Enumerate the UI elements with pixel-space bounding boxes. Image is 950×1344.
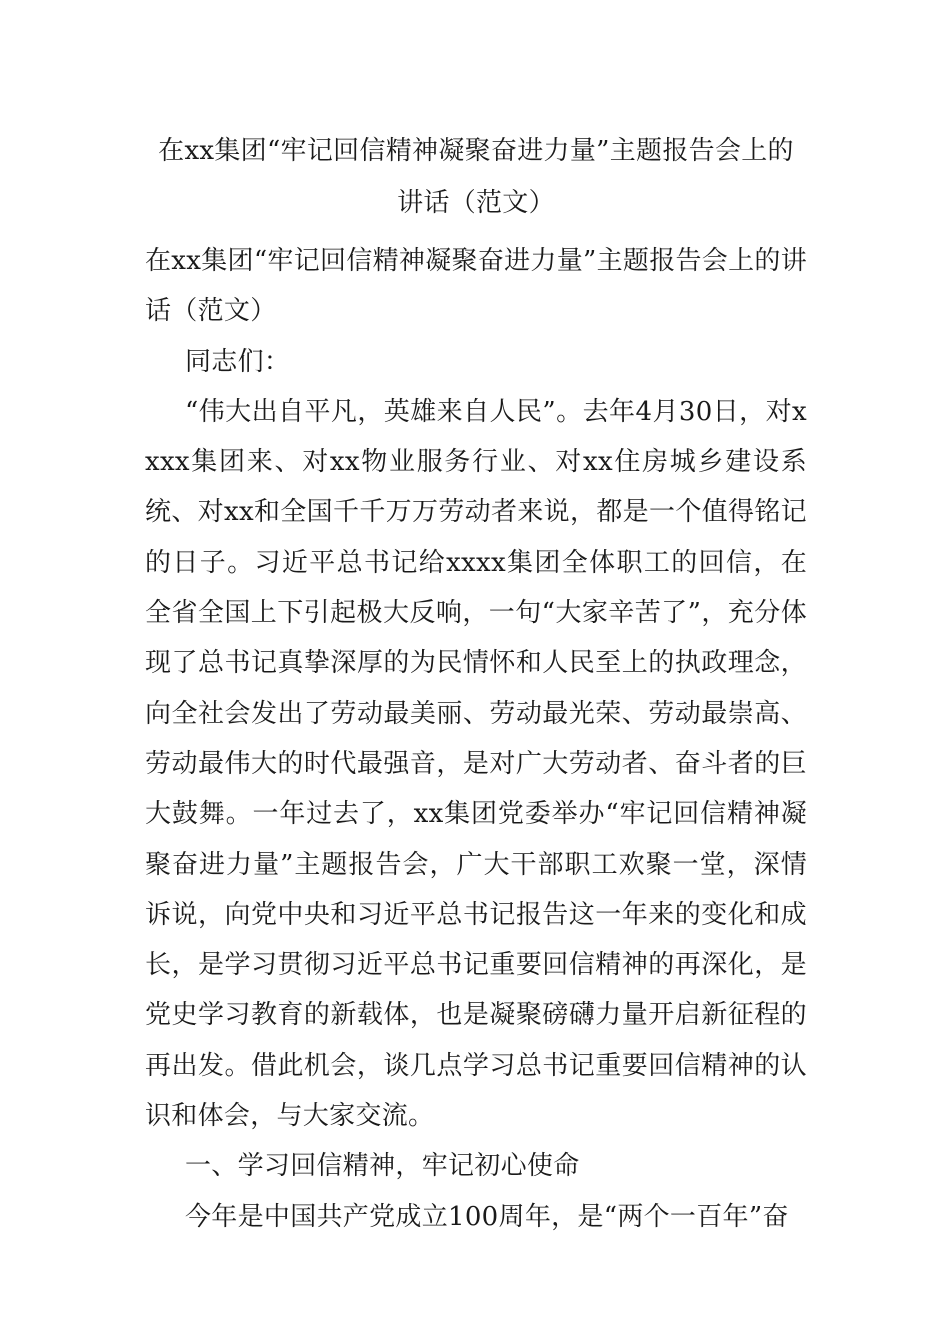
title-line-1: 在xx集团“牢记回信精神凝聚奋进力量”主题报告会上的 [158, 136, 794, 166]
section-heading-1: 一、学习回信精神，牢记初心使命 [185, 1151, 580, 1182]
repeated-heading: 在xx集团“牢记回信精神凝聚奋进力量”主题报告会上的讲话（范文） [145, 246, 808, 327]
title-line-2: 讲话（范文） [397, 188, 555, 218]
paragraph-2: 今年是中国共产党成立100周年，是“两个一百年”奋 [185, 1201, 789, 1232]
salutation: 同志们： [185, 346, 291, 377]
paragraph-1: “伟大出自平凡，英雄来自人民”。去年4月30日，对xxxx集团来、对xx物业服务行业、对xx住房城乡建设系统、对xx和全国千千万万劳动者来说，都是一个值得铭记的日子。习近平总书记给xxxx集团全体职工的回信，在全省全国上下引起极大反响，一句“大家辛苦了”，充分体现了总书记真挚深厚的为民情怀和人民至上的执政理念，向全社会发出了劳动最美丽、劳动最光荣、劳动最崇高、劳动最伟大的时代最强音，是对广大劳动者、奋斗者的巨大鼓舞。一年过去了，xx集团党委举办“牢记回信精神凝聚奋进力量”主题报告会，广大干部职工欢聚一堂，深情诉说，向党中央和习近平总书记报告这一年来的变化和成长，是学习贯彻习近平总书记重要回信精神的再深化，是党史学习教育的新载体，也是凝聚磅礴力量开启新征程的再出发。借此机会，谈几点学习总书记重要回信精神的认识和体会，与大家交流。 [145, 396, 807, 1132]
document-body [145, 236, 807, 1242]
document-title [145, 126, 807, 228]
document-page [145, 126, 807, 1242]
